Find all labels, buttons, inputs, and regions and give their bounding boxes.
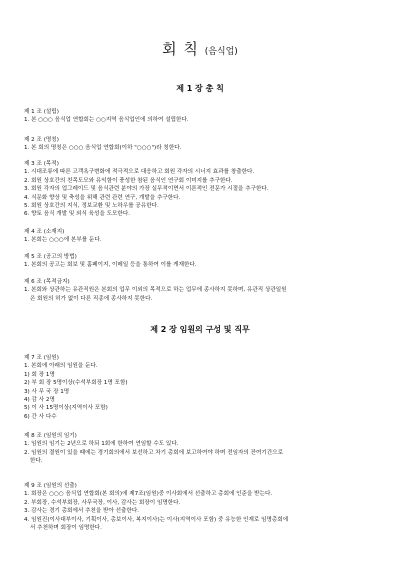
article-4	[24, 228, 380, 245]
article-line: 1. 본 회의 명칭은 ○○○ 음식업 연합회(이하 "○○○")라 칭한다.	[24, 145, 182, 152]
article-heading: 제 7 조 (임원)	[24, 355, 59, 361]
article-line: 1. 본 ○○○ 음식업 연합회는 ○○지역 음식업인에 의하여 설립한다.	[24, 117, 189, 124]
article-line: 3. 회원 각자의 업그레이드 및 음식관련 분야의 가장 실무적이면서 이론적인 전문가 시절을 추구한다.	[24, 186, 269, 193]
article-line: 3) 사 무 국 장 1명	[24, 388, 70, 395]
article-line: 2. 부회장, 수석부회장, 사무국장, 이사, 감사는 회장이 임명한다.	[24, 499, 181, 506]
article-line: 서 추천하며 회장이 임명한다.	[30, 525, 102, 532]
article-line: 1. 본회의 공고는 회보 및 홈페이지, 이메일 등을 통하여 이를 게재한다.	[24, 262, 197, 269]
article-line: 1. 본회와 상관하는 유관직원은 본회의 업무 이외의 목적으로 하는 업무에 종사하지 못하며, 유관직 상관일원	[24, 287, 287, 294]
article-heading: 제 2 조 (명칭)	[24, 137, 59, 143]
document-title	[0, 38, 400, 59]
article-6	[24, 278, 380, 303]
article-line: 3. 감사는 경기 총회에서 추천을 받아 선출한다.	[24, 508, 140, 515]
article-line: 4. 식문화 향상 및 축성을 위해 관련 관련 연구, 개발을 추구한다.	[24, 194, 181, 201]
article-5	[24, 253, 380, 270]
article-line: 2. 회원 상호간의 친목도모와 유익함이 풍성한 참된 음식인 연구회 이미지를 추구한다.	[24, 177, 233, 184]
article-heading: 제 3 조 (목적)	[24, 161, 59, 167]
article-line: 4) 감 사 2명	[24, 397, 55, 404]
article-9	[24, 482, 380, 532]
article-line: 4. 임원진(이사대부이사, 기획이사, 총보이사, 복지이사)는 이사(지역이사 포함) 중 유능한 인재로 임명총회에	[24, 516, 289, 523]
article-8	[24, 432, 380, 466]
title-main: 회 칙	[162, 40, 199, 58]
article-line: 1. 본회에 아래의 임원을 둔다.	[24, 363, 98, 370]
article-1	[24, 108, 380, 125]
article-line: 1) 회 장 1명	[24, 371, 55, 378]
article-2	[24, 136, 380, 153]
title-sub: (음식업)	[204, 47, 238, 57]
article-heading: 제 5 조 (공고의 방법)	[24, 254, 77, 260]
article-line: 1. 회장은 ○○○ 음식업 연합회(본 회의)에 제7조(임원)중 이사회에서 선출하고 총회에 인준을 받는다.	[24, 491, 273, 498]
article-line: 6) 간 사 다수	[24, 413, 57, 420]
article-line: 2. 임원의 결원이 있을 때에는 경기회의에서 보선하고 차기 총회에 보고하여야 하며 전임자의 잔여기간으로	[24, 449, 284, 456]
article-line: 5. 회원 상호간의 지식, 정보교환 및 노하우를 공유한다.	[24, 203, 159, 210]
article-line: 1. 본회는 ○○○에 본부를 둔다.	[24, 237, 102, 244]
chapter-1-heading: 제 1 장 총 칙	[176, 84, 224, 93]
article-heading: 제 8 조 (임원의 임기)	[24, 433, 77, 439]
article-line: 1. 시대조류에 따른 고객욕구변화에 적극적으로 대응하고 회원 각자의 시너지 효과를 창출한다.	[24, 169, 255, 176]
article-heading: 제 6 조 (목적금지)	[24, 279, 70, 285]
article-line: 2) 부 회 장 5명이상(수석부회장 1명 포함)	[24, 380, 128, 387]
article-heading: 제 9 조 (임원의 선출)	[24, 483, 77, 489]
article-7	[24, 354, 380, 421]
article-line: 1. 임원의 임기는 2년으로 하되 1회에 한하여 연임할 수도 있다.	[24, 441, 179, 448]
article-line: 한다.	[30, 458, 43, 465]
article-line: 6. 향토 음식 개발 및 외식 육성을 도모한다.	[24, 211, 131, 218]
article-heading: 제 4 조 (소재지)	[24, 229, 65, 235]
article-line: 은 회원의 허가 없이 다른 직종에 종사하지 못한다.	[30, 295, 153, 302]
article-3	[24, 160, 380, 219]
article-heading: 제 1 조 (설립)	[24, 109, 59, 115]
chapter-2-heading: 제 2 장 임원의 구성 및 직무	[150, 325, 250, 334]
article-line: 5) 이 사 15명이상(지역이사 포함)	[24, 405, 108, 412]
